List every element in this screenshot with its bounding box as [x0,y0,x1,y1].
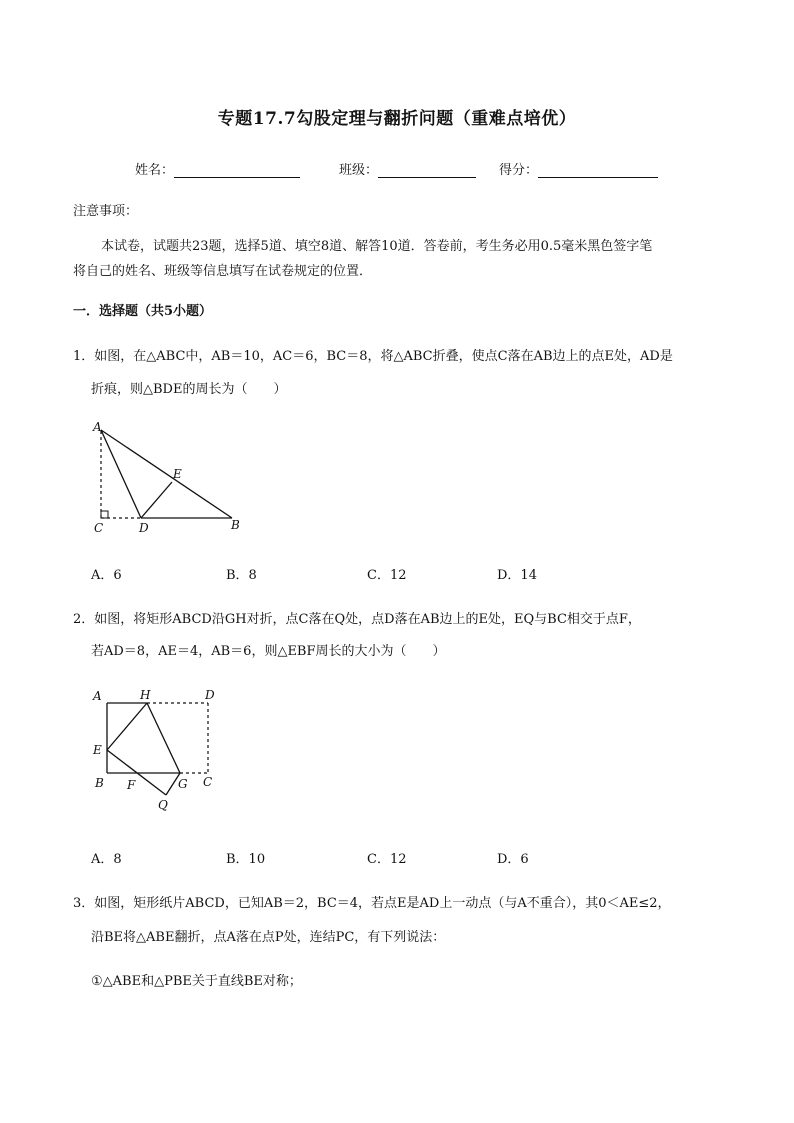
q1-label-b: B [231,518,240,532]
q2-segment-eh [107,703,147,750]
q2-label-q: Q [158,798,168,812]
class-field [339,159,476,178]
q1-figure [80,415,260,540]
q3-statement-1: ①△ABE和△PBE关于直线BE对称； [91,974,302,989]
class-label: 班级： [339,163,379,178]
notice-line-2: 将自己的姓名、班级等信息填写在试卷规定的位置． [73,264,373,279]
q3-stem-line-2: 沿BE将△ABE翻折，点A落在点P处，连结PC，有下列说法： [91,930,446,945]
q2-label-b: B [95,776,104,790]
score-blank[interactable] [538,163,658,178]
q2-option-c[interactable]: C．12 [367,852,407,867]
q1-option-b[interactable]: B．8 [226,568,257,583]
section-heading: 一．选择题（共5小题） [73,304,213,319]
q2-label-f: F [127,778,136,792]
q2-label-a: A [93,689,102,703]
notice-heading: 注意事项： [73,204,139,219]
q1-label-c: C [94,521,104,535]
class-blank[interactable] [378,163,476,178]
q1-right-angle [101,511,108,518]
q1-option-c[interactable]: C．12 [367,568,407,583]
q2-option-a[interactable]: A．8 [91,852,122,867]
notice-line-1: 本试卷，试题共23题，选择5道、填空8道、解答10道．答卷前，考生务必用0.5毫米黑色签字笔 [101,239,653,254]
q2-label-g: G [178,777,188,791]
q2-crease-hg [147,703,180,773]
name-label: 姓名： [135,163,175,178]
q1-stem-line-1: 1．如图，在△ABC中，AB＝10，AC＝6，BC＝8，将△ABC折叠，使点C落在AB边上的点E处，AD是 [73,349,673,364]
name-field [135,159,300,178]
score-field [499,159,658,178]
q2-stem-line-1: 2．如图，将矩形ABCD沿GH对折，点C落在Q处，点D落在AB边上的E处，EQ与BC相交于点F， [73,612,641,627]
q2-label-d: D [205,688,215,702]
q1-label-d: D [139,521,149,535]
q2-label-h: H [140,688,151,702]
score-label: 得分： [499,163,539,178]
q1-label-a: A [93,420,102,434]
q1-option-a[interactable]: A．6 [91,568,122,583]
q3-stem-line-1: 3．如图，矩形纸片ABCD，已知AB＝2，BC＝4，若点E是AD上一动点（与A不重合），其0＜AE≤2， [73,896,671,911]
q1-label-e: E [173,467,182,481]
q2-figure [88,682,228,814]
q2-option-d[interactable]: D．6 [497,852,529,867]
q1-option-d[interactable]: D．14 [497,568,537,583]
name-blank[interactable] [174,163,300,178]
q2-option-b[interactable]: B．10 [226,852,266,867]
q1-segment-de [141,482,172,518]
q2-label-e: E [93,743,102,757]
q1-stem-line-2: 折痕，则△BDE的周长为（ ） [91,382,287,397]
q2-stem-line-2: 若AD＝8，AE＝4，AB＝6，则△EBF周长的大小为（ ） [91,644,446,659]
q2-label-c: C [203,775,213,789]
page-title: 专题17.7勾股定理与翻折问题（重难点培优） [217,109,577,129]
